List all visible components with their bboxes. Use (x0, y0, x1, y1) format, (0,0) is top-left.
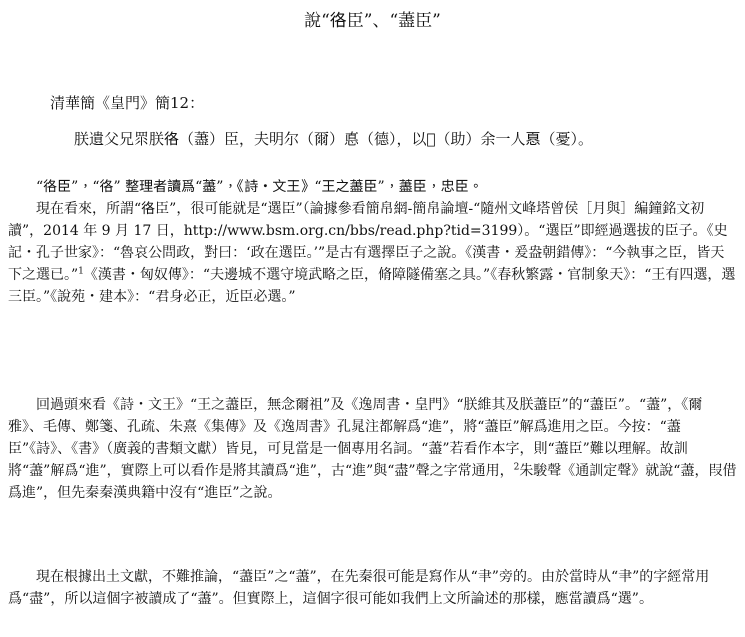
paragraph-4-text: 現在根據出土文獻，不難推論，“藎臣”之“藎”，在先秦很可能是寫作从“𦘒”旁的。由於當時从“𦘒”的字經常用爲“盡”，所以這個字被讀成了“藎”。但實際上，這個字很可能如我們上文所論述的那樣，應當讀爲“選”。 (8, 569, 710, 607)
paragraph-3-continued: 朱駿聲《通訓定聲》就說“藎，叚借爲進”，但先秦秦漢典籍中沒有“進臣”之說。 (8, 463, 737, 501)
paragraph-1 (8, 176, 737, 198)
paragraph-3-text: 回過頭來看《詩・文王》“王之藎臣，無念爾祖”及《逸周書・皇門》“朕維其及朕藎臣”的“藎臣”。“藎”，《爾雅》、毛傳、鄭箋、孔疏、朱熹《集傳》及《逸周書》孔晁注都解爲“進”，將“藎臣”解爲進用之臣。今按：“藎臣”《詩》、《書》（廣義的書類文獻）皆見，可見當是一個專用名詞。“藎”若看作本字，則“藎臣”難以理解。故訓將“藎”解爲“進”，實際上可以看作是將其讀爲“進”，古“進”與“盡”聲之字常通用， (8, 397, 703, 479)
footnote-marker-1[interactable]: 1 (78, 266, 84, 277)
paragraph-2-text: 現在看來，所謂“𢓜臣”，很可能就是“選臣”（論據參看簡帛網-簡帛論壇-“隨州文峰塔曾侯［月與］編鐘銘文初讀”，2014 年 9 月 17 日，http://www.bsm.org.cn/bbs/read.php?tid=3199）。“選臣”即經過選拔的臣子。《史記・孔子世家》：“魯哀公問政，對曰：‘政在選臣。’”是古有選擇臣子之說。《漢書・爰盎朝錯傳》：“今執事之臣，皆天下之選已。” (8, 201, 728, 283)
paragraph-2 (8, 198, 737, 308)
paragraph-1-text: “𢓜臣”，“𢓜” 整理者讀爲“藎”，《詩・文王》“王之藎臣”，藎臣，忠臣。 (36, 179, 483, 195)
paragraph-3 (8, 394, 737, 504)
source-citation: 清華簡《皇門》簡12： (50, 94, 205, 112)
page-title: 說“𢓜臣”、“藎臣” (304, 11, 441, 31)
paragraph-2-continued: 《漢書・匈奴傳》：“夫邊城不選守境武略之臣，脩障隧備塞之具。”《春秋繁露・官制象天》：“王有四選，選三臣。”《說苑・建本》：“君身必正，近臣必選。” (8, 267, 736, 305)
footnote-marker-2[interactable]: 2 (513, 462, 520, 473)
quoted-text: 朕遺父兄眔朕𢓜（藎）臣，夫明尔（爾）悳（德），以𦕜（助）余一人𢝊（憂）。 (74, 130, 594, 148)
paragraph-4 (8, 566, 737, 610)
